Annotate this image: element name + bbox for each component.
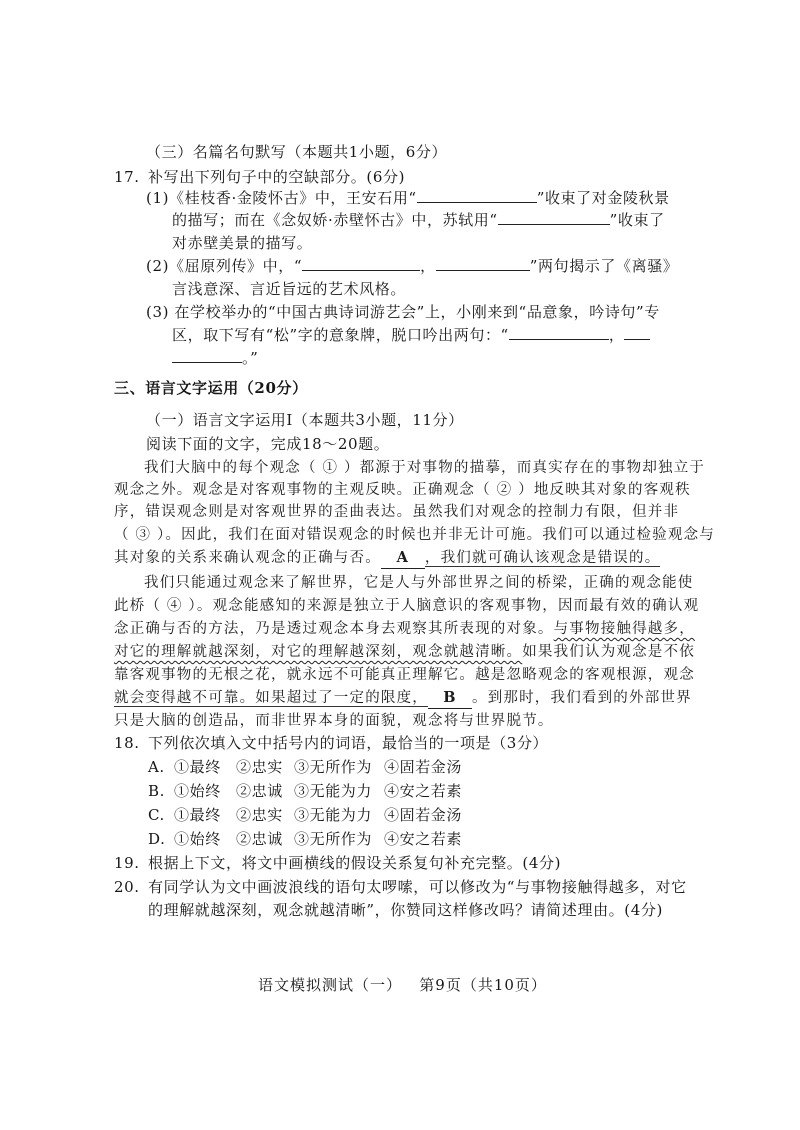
- question-17-3-line-2: 区，取下写有“松”字的意象牌，脱口吟出两句：“ ，: [172, 325, 650, 345]
- blank-a[interactable]: A: [381, 548, 425, 569]
- question-17-stem: 补写出下列句子中的空缺部分。(6分): [148, 168, 406, 186]
- section-heading-famous-quotes: （三）名篇名句默写（本题共1小题，6分）: [146, 143, 448, 161]
- answer-blank[interactable]: [302, 256, 420, 271]
- wavy-underlined-sentence: 对它的理解就越深刻，对它的理解越深刻，观念就越清晰。: [114, 644, 523, 660]
- option-a[interactable]: A. ①最终 ②忠实 ③无所作为 ④固若金汤: [148, 758, 463, 776]
- answer-blank[interactable]: [624, 325, 650, 340]
- sub-heading-language-use-1: （一）语言文字运用Ⅰ（本题共3小题，11分）: [146, 411, 464, 429]
- question-17-3-line-1: (3) 在学校举办的“中国古典诗词游艺会”上，小刚来到“品意象，吟诗句”专: [146, 303, 660, 321]
- passage-line: 靠客观事物的无根之花，就永远不可能真正理解它。越是忽略观念的客观根源，观念: [114, 667, 695, 683]
- passage-line: 就会变得越不可靠。如果超过了一定的限度， B 。到那时，我们看到的外部世界: [114, 688, 692, 709]
- option-b[interactable]: B. ①始终 ②忠诚 ③无能为力 ④安之若素: [148, 782, 463, 800]
- question-18-stem: 下列依次填入文中括号内的词语，最恰当的一项是（3分）: [148, 734, 549, 752]
- page-footer: 语文模拟测试（一） 第9页（共10页）: [258, 976, 547, 994]
- section-heading-language-use: 三、语言文字运用（20分）: [114, 379, 308, 397]
- passage-line: 其对象的关系来确认观念的正确与否。 A ，我们就可确认该观念是错误的。: [114, 548, 660, 569]
- passage-line: （ ③ ）。因此，我们在面对错误观念的时候也并非无计可施。我们可以通过检验观念与: [114, 527, 715, 543]
- passage-line: 观念之外。观念是对客观事物的主观反映。正确观念（ ② ）地反映其对象的客观秩: [114, 482, 691, 498]
- answer-blank[interactable]: [172, 348, 242, 363]
- question-17-1-line-1: (1)《桂枝香·金陵怀古》中，王安石用“ ”收束了对金陵秋景: [146, 189, 670, 207]
- question-17-3-line-3: 。”: [172, 348, 258, 368]
- reading-instruction: 阅读下面的文字，完成18～20题。: [146, 435, 390, 453]
- passage-line: 我们大脑中的每个观念（ ① ）都源于对事物的描摹，而真实存在的事物却独立于: [144, 460, 706, 476]
- wavy-underlined-sentence: 与事物接触得越多，: [553, 621, 695, 637]
- question-17-1-line-3: 对赤壁美景的描写。: [172, 234, 313, 252]
- answer-blank[interactable]: [436, 256, 530, 271]
- passage-line: 对它的理解就越深刻，对它的理解越深刻，观念就越清晰。如果我们认为观念是不依: [114, 644, 695, 660]
- question-17-1-line-2: 的描写；而在《念奴娇·赤壁怀古》中，苏轼用“ ”收束了: [172, 211, 665, 229]
- question-20-number: 20.: [114, 878, 140, 896]
- answer-blank[interactable]: [417, 188, 537, 203]
- question-17-2-line-2: 言浅意深、言近旨远的艺术风格。: [172, 280, 407, 298]
- passage-line: 序，错误观念则是对客观世界的歪曲表达。虽然我们对观念的控制力有限，但并非: [114, 504, 680, 520]
- passage-line: 念正确与否的方法，乃是透过观念本身去观察其所表现的对象。与事物接触得越多，: [114, 621, 695, 637]
- question-19-stem: 根据上下文，将文中画横线的假设关系复句补充完整。(4分): [148, 854, 562, 872]
- question-20-stem-line-2: 的理解就越深刻，观念就越清晰”，你赞同这样修改吗？请简述理由。(4分): [148, 901, 663, 919]
- passage-line: 只是大脑的创造品，而非世界本身的面貌，观念将与世界脱节。: [114, 713, 554, 729]
- question-17-2-line-1: (2)《屈原列传》中，“ ， ”两句揭示了《离骚》: [146, 257, 679, 275]
- passage-line: 此桥（ ④ ）。观念能感知的来源是独立于人脑意识的客观事物，因而最有效的确认观: [114, 598, 700, 614]
- passage-line: 我们只能通过观念来了解世界，它是人与外部世界之间的桥梁，正确的观念能使: [144, 575, 694, 591]
- option-c[interactable]: C. ①最终 ②忠实 ③无能为力 ④固若金汤: [148, 806, 463, 824]
- question-18-number: 18.: [114, 734, 140, 752]
- question-19-number: 19.: [114, 854, 140, 872]
- answer-blank[interactable]: [498, 210, 610, 225]
- question-20-stem-line-1: 有同学认为文中画波浪线的语句太啰嗦，可以修改为“与事物接触得越多，对它: [148, 878, 687, 896]
- option-d[interactable]: D. ①始终 ②忠诚 ③无所作为 ④安之若素: [148, 830, 463, 848]
- blank-b[interactable]: B: [428, 688, 472, 709]
- answer-blank[interactable]: [509, 325, 609, 340]
- question-17-number: 17.: [114, 168, 140, 186]
